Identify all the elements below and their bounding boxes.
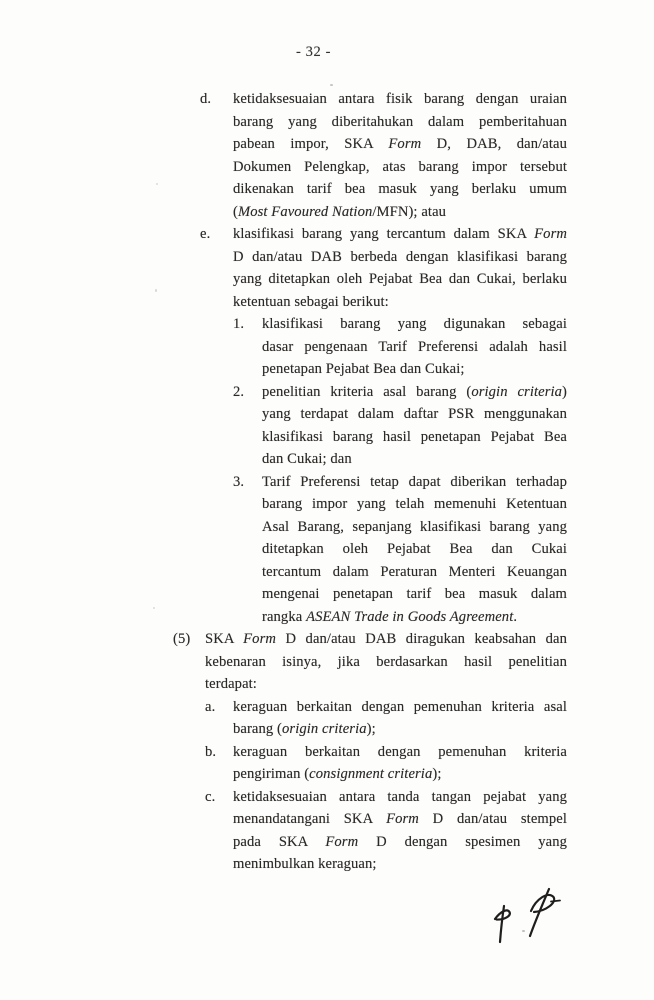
text-line: yang terdapat dalam daftar PSR menggunakan — [262, 406, 567, 422]
text-line: terdapat: — [205, 676, 257, 692]
list-item-d — [0, 88, 654, 223]
text-line: barang impor yang telah memenuhi Ketentuan — [262, 496, 567, 512]
list-item-text — [262, 381, 567, 471]
text-line: kebenaran isinya, jika berdasarkan hasil penelitian — [205, 653, 567, 670]
paraf-initials-icon — [460, 868, 580, 948]
text-line: Dokumen Pelengkap, atas barang impor tersebut — [233, 158, 567, 175]
text-line: keraguan berkaitan dengan pemenuhan kriteria asal — [233, 698, 567, 715]
text-line: Asal Barang, sepanjang klasifikasi barang yang — [262, 518, 567, 535]
text-line: barang (origin criteria); — [233, 721, 376, 737]
list-item-label: d. — [200, 91, 212, 107]
text-line: ketidaksesuaian antara fisik barang dengan uraian — [233, 91, 567, 107]
text-line: keraguan berkaitan dengan pemenuhan kriteria — [233, 743, 567, 760]
list-item-text — [262, 313, 567, 381]
list-item-text — [233, 696, 567, 741]
text-line: penelitian kriteria asal barang (origin criteria) — [262, 383, 568, 400]
text-line: ketentuan sebagai berikut: — [233, 293, 389, 310]
list-item-5 — [0, 628, 654, 696]
list-item-label: 1. — [233, 316, 245, 332]
text-line: ditetapkan oleh Pejabat Bea dan Cukai — [262, 541, 567, 557]
text-line: dasar pengenaan Tarif Preferensi adalah hasil — [262, 338, 567, 355]
text-line: rangka ASEAN Trade in Goods Agreement. — [262, 608, 518, 625]
list-item-label: 3. — [233, 473, 245, 490]
list-item-label: 2. — [233, 383, 245, 400]
text-line: menandatangani SKA Form D dan/atau stempel — [233, 811, 567, 827]
list-item-b — [0, 741, 654, 786]
list-item-3 — [0, 471, 654, 629]
text-line: klasifikasi barang yang tercantum dalam SKA Form — [233, 226, 567, 242]
text-line: (Most Favoured Nation/MFN); atau — [233, 203, 447, 220]
text-line: Tarif Preferensi tetap dapat diberikan terhadap — [262, 473, 567, 490]
list-item-text — [262, 471, 567, 629]
page-number: - 32 - — [296, 44, 332, 60]
list-item-label: (5) — [173, 631, 191, 647]
text-line: SKA Form D dan/atau DAB diragukan keabsahan dan — [205, 631, 568, 647]
list-item-1 — [0, 313, 654, 381]
document-body — [0, 88, 654, 876]
list-item-a — [0, 696, 654, 741]
scan-speck — [522, 930, 525, 932]
text-line: dan Cukai; dan — [262, 451, 352, 467]
text-line: pabean impor, SKA Form D, DAB, dan/atau — [233, 136, 567, 152]
scan-speck — [156, 183, 158, 185]
list-item-2 — [0, 381, 654, 471]
text-line: menimbulkan keraguan; — [233, 856, 377, 872]
list-item-text — [233, 786, 567, 876]
list-item-text — [233, 741, 567, 786]
text-line: dikenakan tarif bea masuk yang berlaku umum — [233, 181, 567, 197]
text-line: klasifikasi barang hasil penetapan Pejabat Bea — [262, 428, 567, 445]
text-line: pada SKA Form D dengan spesimen yang — [233, 833, 567, 850]
text-line: ketidaksesuaian antara tanda tangan pejabat yang — [233, 788, 567, 805]
text-line: klasifikasi barang yang digunakan sebagai — [262, 316, 567, 332]
scan-speck — [330, 84, 333, 86]
text-line: penetapan Pejabat Bea dan Cukai; — [262, 361, 465, 377]
list-item-label: a. — [205, 698, 216, 715]
list-item-label: b. — [205, 743, 217, 760]
list-item-e — [0, 223, 654, 313]
text-line: mengenai penetapan tarif bea masuk dalam — [262, 586, 567, 602]
list-item-c — [0, 786, 654, 876]
text-line: pengiriman (consignment criteria); — [233, 766, 442, 782]
list-item-label: e. — [200, 226, 211, 242]
text-line: yang ditetapkan oleh Pejabat Bea dan Cukai, berlaku — [233, 271, 567, 287]
list-item-text — [205, 628, 567, 696]
text-line: tercantum dalam Peraturan Menteri Keuangan — [262, 563, 567, 580]
list-item-label: c. — [205, 788, 216, 805]
scan-speck — [153, 607, 155, 609]
text-line: barang yang diberitahukan dalam pemberitahuan — [233, 113, 567, 130]
list-item-text — [233, 88, 567, 223]
text-line: D dan/atau DAB berbeda dengan klasifikasi barang — [233, 248, 567, 265]
list-item-text — [233, 223, 567, 313]
scan-speck — [155, 289, 157, 292]
